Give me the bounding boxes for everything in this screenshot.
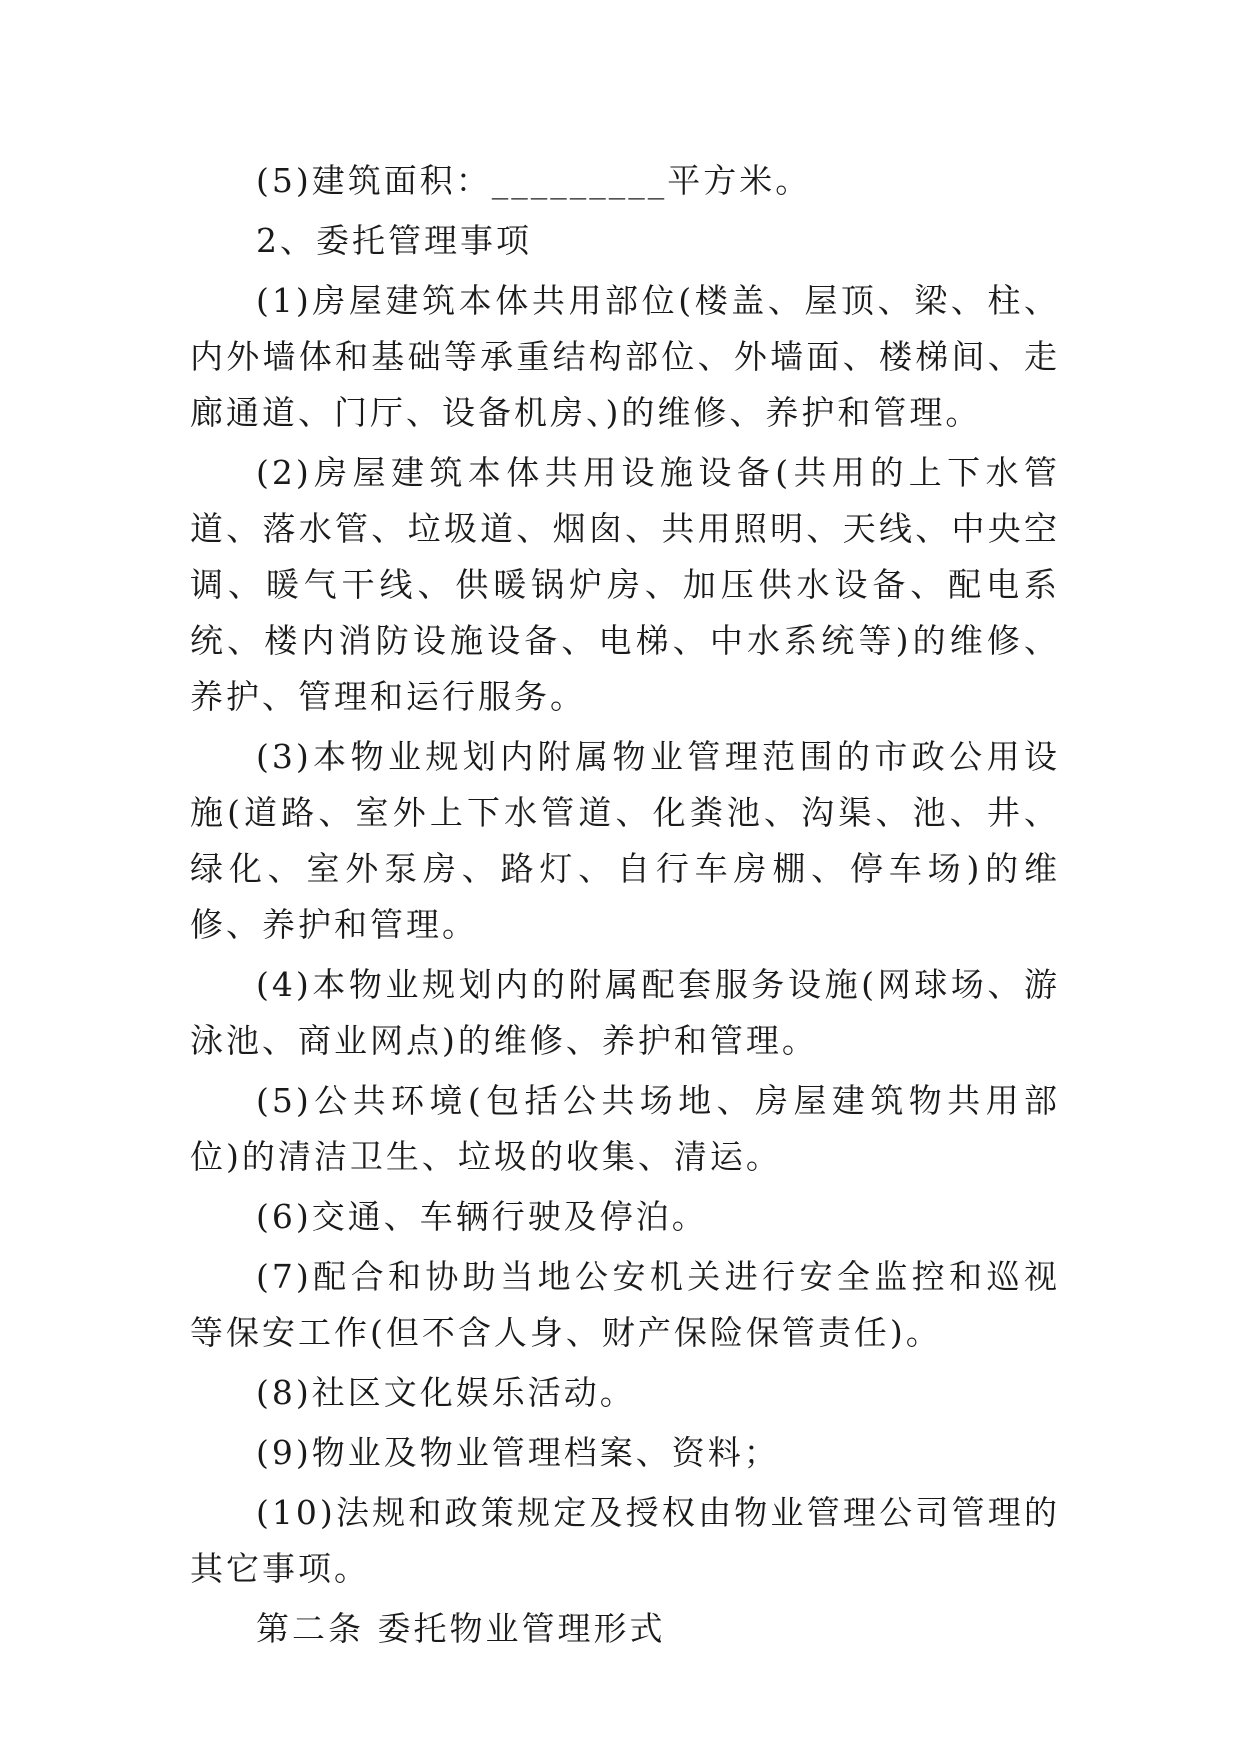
- paragraph-item-7: (7)配合和协助当地公安机关进行安全监控和巡视等保安工作(但不含人身、财产保险保管责任)。: [190, 1257, 1060, 1352]
- paragraph-item-9: (9)物业及物业管理档案、资料；: [256, 1433, 780, 1472]
- paragraph-item-2: (2)房屋建筑本体共用设施设备(共用的上下水管道、落水管、垃圾道、烟囱、共用照明、天线、中央空调、暖气干线、供暖锅炉房、加压供水设备、配电系统、楼内消防设施设备、电梯、中水系统等)的维修、养护、管理和运行服务。: [190, 453, 1060, 716]
- paragraph-item-10: (10)法规和政策规定及授权由物业管理公司管理的其它事项。: [190, 1493, 1060, 1588]
- paragraph-item-1: (1)房屋建筑本体共用部位(楼盖、屋顶、梁、柱、内外墙体和基础等承重结构部位、外墙面、楼梯间、走廊通道、门厅、设备机房、)的维修、养护和管理。: [190, 281, 1060, 432]
- paragraph-section-heading-managed-items: 2、委托管理事项: [256, 221, 532, 260]
- paragraph-building-area: (5)建筑面积：_________平方米。: [256, 161, 812, 200]
- paragraph-item-5: (5)公共环境(包括公共场地、房屋建筑物共用部位)的清洁卫生、垃圾的收集、清运。: [190, 1081, 1060, 1176]
- paragraph-item-8: (8)社区文化娱乐活动。: [256, 1373, 636, 1412]
- paragraph-item-4: (4)本物业规划内的附属配套服务设施(网球场、游泳池、商业网点)的维修、养护和管理。: [190, 965, 1060, 1060]
- document-body: [190, 153, 1060, 1661]
- paragraph-item-6: (6)交通、车辆行驶及停泊。: [256, 1197, 708, 1236]
- paragraph-article-2-heading: 第二条 委托物业管理形式: [256, 1609, 666, 1648]
- paragraph-item-3: (3)本物业规划内附属物业管理范围的市政公用设施(道路、室外上下水管道、化粪池、沟渠、池、井、绿化、室外泵房、路灯、自行车房棚、停车场)的维修、养护和管理。: [190, 737, 1060, 944]
